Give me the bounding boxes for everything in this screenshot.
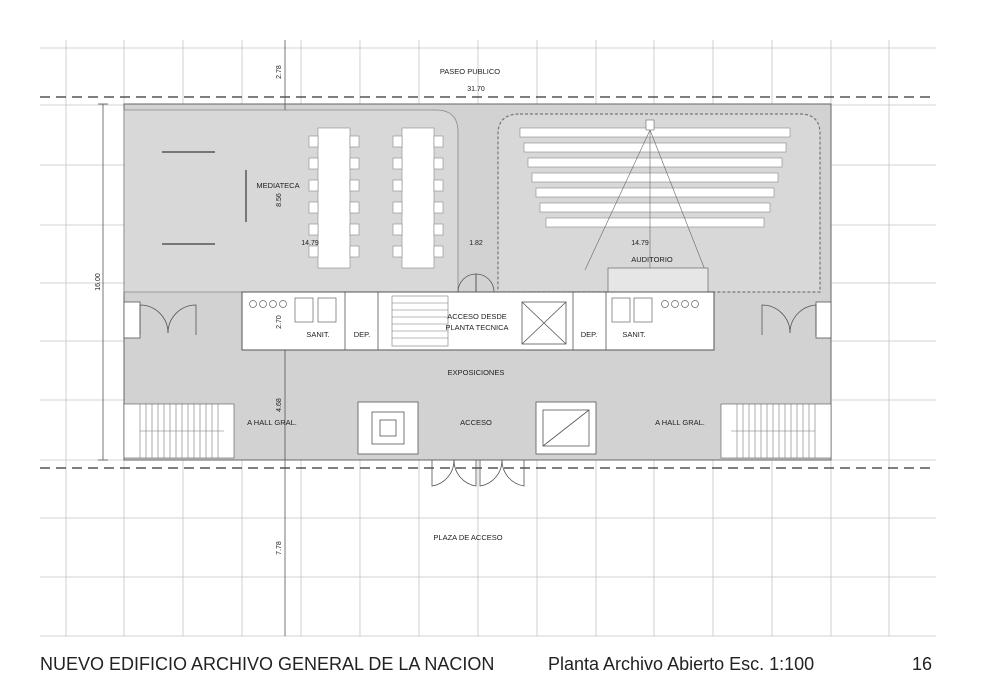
label-mediateca: MEDIATECA <box>256 181 300 190</box>
label-acceso-desde-1: ACCESO DESDE <box>447 312 507 321</box>
dim-overall-depth: 16.00 <box>95 273 102 291</box>
dim-mediateca-width: 14.79 <box>301 240 319 247</box>
dim-overall-width: 31.70 <box>467 86 485 93</box>
entrance-lift-right <box>536 402 596 454</box>
label-sanit-right: SANIT. <box>622 330 646 339</box>
label-exposiciones: EXPOSICIONES <box>447 368 505 377</box>
label-acceso: ACCESO <box>460 418 492 427</box>
sheet-number: 16 <box>912 654 933 674</box>
stair-left <box>124 404 234 458</box>
dim-top-offset: 2.78 <box>276 65 283 79</box>
label-dep-right: DEP. <box>580 330 598 339</box>
label-dep-left: DEP. <box>353 330 371 339</box>
sheet-title: Planta Archivo Abierto Esc. 1:100 <box>548 654 815 674</box>
dim-plaza-depth: 7.78 <box>276 541 283 555</box>
label-paseo-publico: PASEO PUBLICO <box>439 67 501 76</box>
service-core <box>242 292 714 350</box>
entrance-lift-left <box>358 402 418 454</box>
stair-right <box>721 404 831 458</box>
label-plaza-de-acceso: PLAZA DE ACCESO <box>433 533 503 542</box>
mediateca-room <box>124 110 458 292</box>
dim-mediateca-depth: 8.56 <box>276 193 283 207</box>
dim-gap: 1.82 <box>469 240 483 247</box>
dim-core-depth: 2.70 <box>276 315 283 329</box>
label-auditorio: AUDITORIO <box>631 255 673 264</box>
dim-front-depth: 4.68 <box>276 398 283 412</box>
label-sanit-left: SANIT. <box>306 330 330 339</box>
project-title: NUEVO EDIFICIO ARCHIVO GENERAL DE LA NACION <box>40 654 495 674</box>
label-hall-gral-left: A HALL GRAL. <box>247 418 297 427</box>
dim-auditorio-width: 14.79 <box>631 240 649 247</box>
label-acceso-desde-2: PLANTA TECNICA <box>445 323 509 332</box>
auditorio-room <box>498 114 820 292</box>
label-hall-gral-right: A HALL GRAL. <box>655 418 705 427</box>
